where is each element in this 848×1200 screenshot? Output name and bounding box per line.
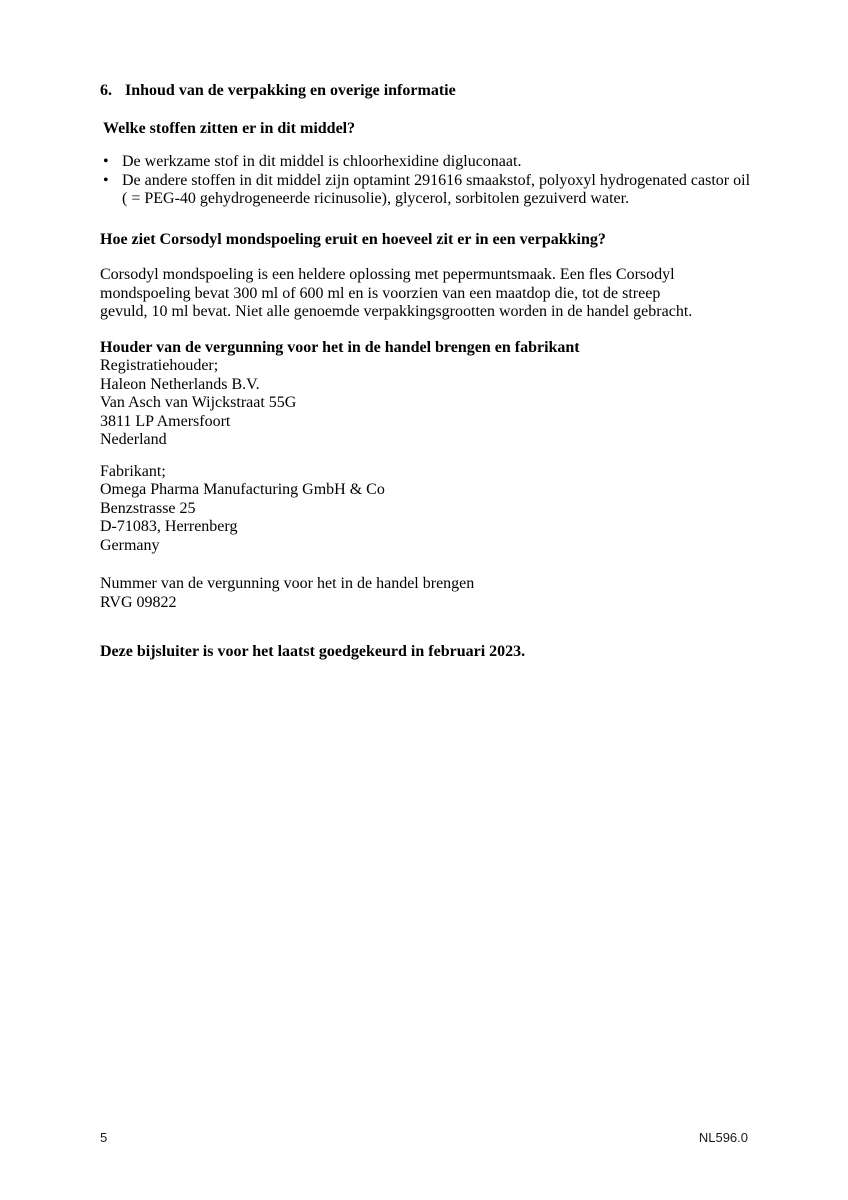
address-line: Van Asch van Wijckstraat 55G bbox=[100, 394, 297, 411]
bullet-icon: • bbox=[103, 171, 109, 189]
section-6-heading bbox=[100, 82, 780, 101]
bullet-line: ( = PEG-40 gehydrogeneerde ricinusolie), glycerol, sorbitolen gezuiverd water. bbox=[122, 190, 630, 207]
substances-heading: Welke stoffen zitten er in dit middel? bbox=[103, 119, 356, 137]
manufacturer-label: Fabrikant; bbox=[100, 462, 166, 480]
paragraph-line: mondspoeling bevat 300 ml of 600 ml en is voorzien van een maatdop die, tot de streep bbox=[100, 284, 661, 302]
bullet-text bbox=[122, 172, 780, 209]
list-item bbox=[100, 172, 780, 209]
section-title: Inhoud van de verpakking en overige informatie bbox=[125, 82, 456, 99]
paragraph-line: gevuld, 10 ml bevat. Niet alle genoemde verpakkingsgrootten worden in de handel gebracht. bbox=[100, 303, 693, 320]
leaflet-content bbox=[100, 82, 780, 662]
bullet-line: De werkzame stof in dit middel is chloorhexidine digluconaat. bbox=[122, 153, 522, 170]
approval-statement: Deze bijsluiter is voor het laatst goedgekeurd in februari 2023. bbox=[100, 643, 526, 660]
bullet-icon: • bbox=[103, 153, 109, 170]
address-line: 3811 LP Amersfoort bbox=[100, 412, 231, 430]
licence-number-label: Nummer van de vergunning voor het in de handel brengen bbox=[100, 575, 475, 592]
appearance-paragraph bbox=[100, 266, 780, 322]
address-line: Omega Pharma Manufacturing GmbH & Co bbox=[100, 481, 385, 498]
licence-number-value: RVG 09822 bbox=[100, 593, 177, 611]
registration-holder-label: Registratiehouder; bbox=[100, 357, 219, 374]
bullet-text bbox=[122, 153, 780, 172]
paragraph-line: Corsodyl mondspoeling is een heldere oplossing met pepermuntsmaak. Een fles Corsodyl bbox=[100, 266, 675, 283]
appearance-heading: Hoe ziet Corsodyl mondspoeling eruit en hoeveel zit er in een verpakking? bbox=[100, 230, 606, 248]
manufacturer-block bbox=[100, 463, 780, 556]
section-number: 6. bbox=[100, 82, 112, 99]
address-line: Nederland bbox=[100, 431, 167, 448]
bullet-line: De andere stoffen in dit middel zijn optamint 291616 smaakstof, polyoxyl hydrogenated castor oil bbox=[122, 171, 751, 189]
authorisation-heading: Houder van de vergunning voor het in de handel brengen en fabrikant bbox=[100, 338, 580, 356]
page-number: 5 bbox=[100, 1130, 108, 1145]
list-item bbox=[100, 153, 780, 172]
document-code: NL596.0 bbox=[698, 1130, 748, 1145]
licence-number-block bbox=[100, 575, 780, 612]
address-line: Benzstrasse 25 bbox=[100, 499, 196, 517]
address-line: Germany bbox=[100, 536, 160, 554]
marketing-authorisation-block bbox=[100, 339, 780, 450]
address-line: Haleon Netherlands B.V. bbox=[100, 375, 260, 393]
address-line: D-71083, Herrenberg bbox=[100, 518, 238, 535]
substances-list bbox=[100, 153, 780, 209]
